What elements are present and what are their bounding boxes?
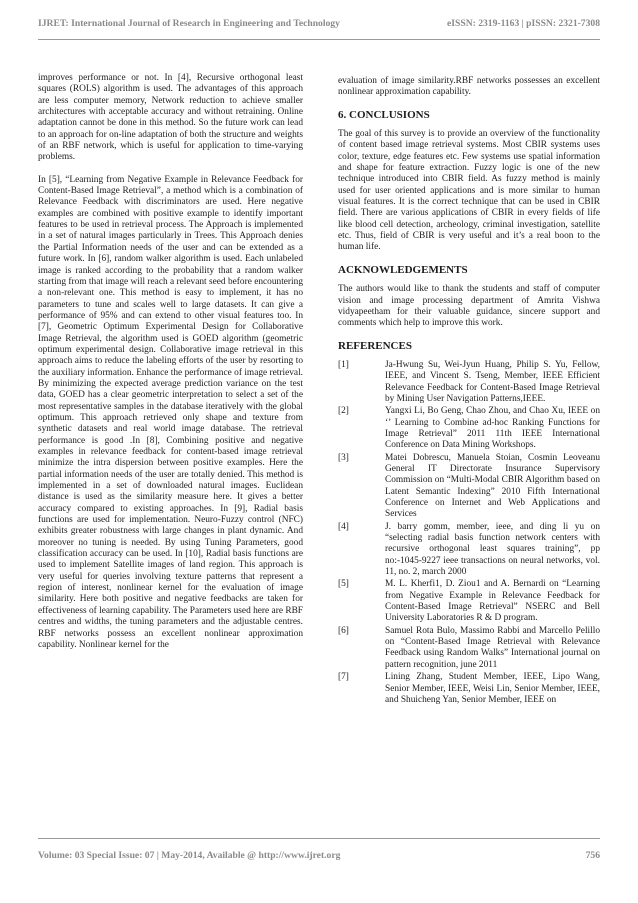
reference-item <box>338 453 600 521</box>
body-paragraph: improves performance or not. In [4], Recursive orthogonal least squares (ROLS) algorithm is used. The advantages of this approach are less computer memory, Network reduction to achieve smaller architectures with acceptable accuracy and without retraining. Online adaptation cannot be done in this method. So the future work can lead to an approach for on-line adaptation of both the structure and weights of an RBF network, which is useful for application to time-varying problems. <box>38 73 303 163</box>
left-column <box>38 73 303 662</box>
reference-item <box>338 522 600 579</box>
reference-text: J. barry gomm, member, ieee, and ding li yu on “selecting radial basis function network centers with recursive orthogonal least squares training”, pp no:-1045-9227 ieee transactions on neural networks, vol. 11, no. 2, march 2000 <box>385 521 600 578</box>
footer-rule <box>38 838 600 839</box>
reference-number: [7] <box>338 672 349 683</box>
reference-number: [3] <box>338 452 349 463</box>
page-number: 756 <box>585 850 600 861</box>
reference-number: [6] <box>338 625 349 636</box>
acknowledgements-heading: ACKNOWLEDGEMENTS <box>338 263 468 276</box>
reference-text: M. L. Kherfi1, D. Ziou1 and A. Bernardi on “Learning from Negative Example in Relevance Feedback for Content-Based Image Retrieval” NSERC and Bell University Laboratories R & D program. <box>385 579 600 624</box>
header-rule <box>38 39 600 40</box>
right-column <box>338 76 600 707</box>
reference-number: [2] <box>338 406 349 417</box>
reference-item <box>338 406 600 451</box>
volume-info: Volume: 03 Special Issue: 07 | May-2014, Available @ http://www.ijret.org <box>38 850 341 861</box>
running-header <box>38 18 600 38</box>
reference-item <box>338 626 600 671</box>
acknowledgements-paragraph: The authors would like to thank the students and staff of computer vision and image processing department of Amrita Vishwa vidyapeetham for their valuable guidance, sincere support and comments which help to improve this work. <box>338 284 600 329</box>
reference-text: Matei Dobrescu, Manuela Stoian, Cosmin Leoveanu General IT Directorate Insurance Supervisory Commission on “Multi-Modal CBIR Algorithm based on Latent Semantic Indexing” 2010 Fifth International Conference on Internet and Web Applications and Services <box>385 452 600 520</box>
journal-title: IJRET: International Journal of Research in Engineering and Technology <box>38 18 340 29</box>
reference-item <box>338 360 600 405</box>
references-heading: REFERENCES <box>338 339 412 352</box>
page-footer <box>38 850 600 866</box>
reference-number: [5] <box>338 579 349 590</box>
issn-label: eISSN: 2319-1163 | pISSN: 2321-7308 <box>447 18 600 29</box>
reference-text: Lining Zhang, Student Member, IEEE, Lipo Wang, Senior Member, IEEE, Weisi Lin, Senior Member, IEEE, and Shuicheng Yan, Senior Member, IEEE on <box>385 672 600 705</box>
body-paragraph: evaluation of image similarity.RBF networks possesses an excellent nonlinear approximation capability. <box>338 76 600 98</box>
reference-text: Ja-Hwung Su, Wei-Jyun Huang, Philip S. Yu, Fellow, IEEE, and Vincent S. Tseng, Member, IEEE Efficient Relevance Feedback for Content-Based Image Retrieval by Mining User Navigation Patterns,IEEE. <box>385 359 600 404</box>
conclusions-heading: 6. CONCLUSIONS <box>338 108 430 121</box>
reference-number: [4] <box>338 521 349 532</box>
reference-item <box>338 672 600 706</box>
conclusions-paragraph: The goal of this survey is to provide an overview of the functionality of content based image retrieval systems. Most CBIR systems uses color, texture, edge features etc. Few systems use spatial information and shape for feature extraction. Fuzzy logic is one of the new technique introduced into CBIR field. As fuzzy method is mainly used for user oriented applications and is more similar to human visual features. It is the correct technique that can be used in CBIR field. There are various applications of CBIR in every fields of life like blood cell detection, archeology, criminal investigation, satellite etc. Thus, field of CBIR is very useful and it’s a real boon to the human life. <box>338 129 600 253</box>
reference-item <box>338 579 600 624</box>
body-paragraph: In [5], “Learning from Negative Example in Relevance Feedback for Content-Based Image Retrieval”, a method which is a combination of Relevance Feedback with discriminators are used. Here negative examples are combined with positive example to identify important features to be used in retrieval process. The Approach is implemented in a set of natural images particularly in Trees. This Approach denies the Partial Information needs of the user and can be extended as a future work. In [6], random walker algorithm is used. Each unlabeled image is ranked according to the probability that a random walker starting from that image will reach a relevant seed before encountering a non-relevant one. This method is easy to implement, it has no parameters to tune and scales well to large datasets. It can give a performance of 95% and can extend to other visual features too. In [7], Geometric Optimum Experimental Design for Collaborative Image Retrieval, the algorithm used is GOED algorithm (geometric optimum experimental design. Collaborative image retrieval in this approach aims to reduce the labeling efforts of the user by resorting to the auxiliary information. Enhance the performance of image retrieval. By minimizing the expected average prediction variance on the test data, GOED has a clear geometric interpretation to select a set of the most representative samples in the database iteratively with the global optimum. This approach retrieved only shape and texture from synthetic datasets and real world image database. The retrieval performance is good .In [8], Combining positive and negative examples in relevance feedback for content-based image retrieval minimize the intra dispersion between positive examples. Here the partial information needs of the user are totally denied. This method is implemented in a set of downloaded natural images. Euclidean distance is used as the similarity measure here. It gives a better accuracy compared to existing approaches. In [9], Radial basis functions are used for implementation. Neuro-Fuzzy control (NFC) exhibits greater robustness with large changes in plant dynamic. And moreover no tuning is needed. By using Tuning Parameters, good classification accuracy can be used. In [10], Radial basis functions are used to implement Satellite images of land region. This approach is very useful for queries involving texture patterns that represent a region of interest, nonlinear kernel for the evaluation of image similarity. Here both positive and negative feedbacks are taken for effectiveness of learning capability. The Parameters used here are RBF centres and widths, the tuning parameters and the adjustable centres. RBF networks possess an excellent nonlinear approximation capability. Nonlinear kernel for the <box>38 174 303 650</box>
reference-text: Yangxi Li, Bo Geng, Chao Zhou, and Chao Xu, IEEE on ‘’ Learning to Combine ad-hoc Ranking Functions for Image Retrieval” 2011 11th IEEE International Conference on Data Mining Workshops. <box>385 406 600 451</box>
reference-text: Samuel Rota Bulo, Massimo Rabbi and Marcello Pelillo on “Content-Based Image Retrieval with Relevance Feedback using Random Walks” International journal on pattern recognition, june 2011 <box>385 625 600 670</box>
reference-number: [1] <box>338 359 349 370</box>
reference-list <box>338 360 600 706</box>
